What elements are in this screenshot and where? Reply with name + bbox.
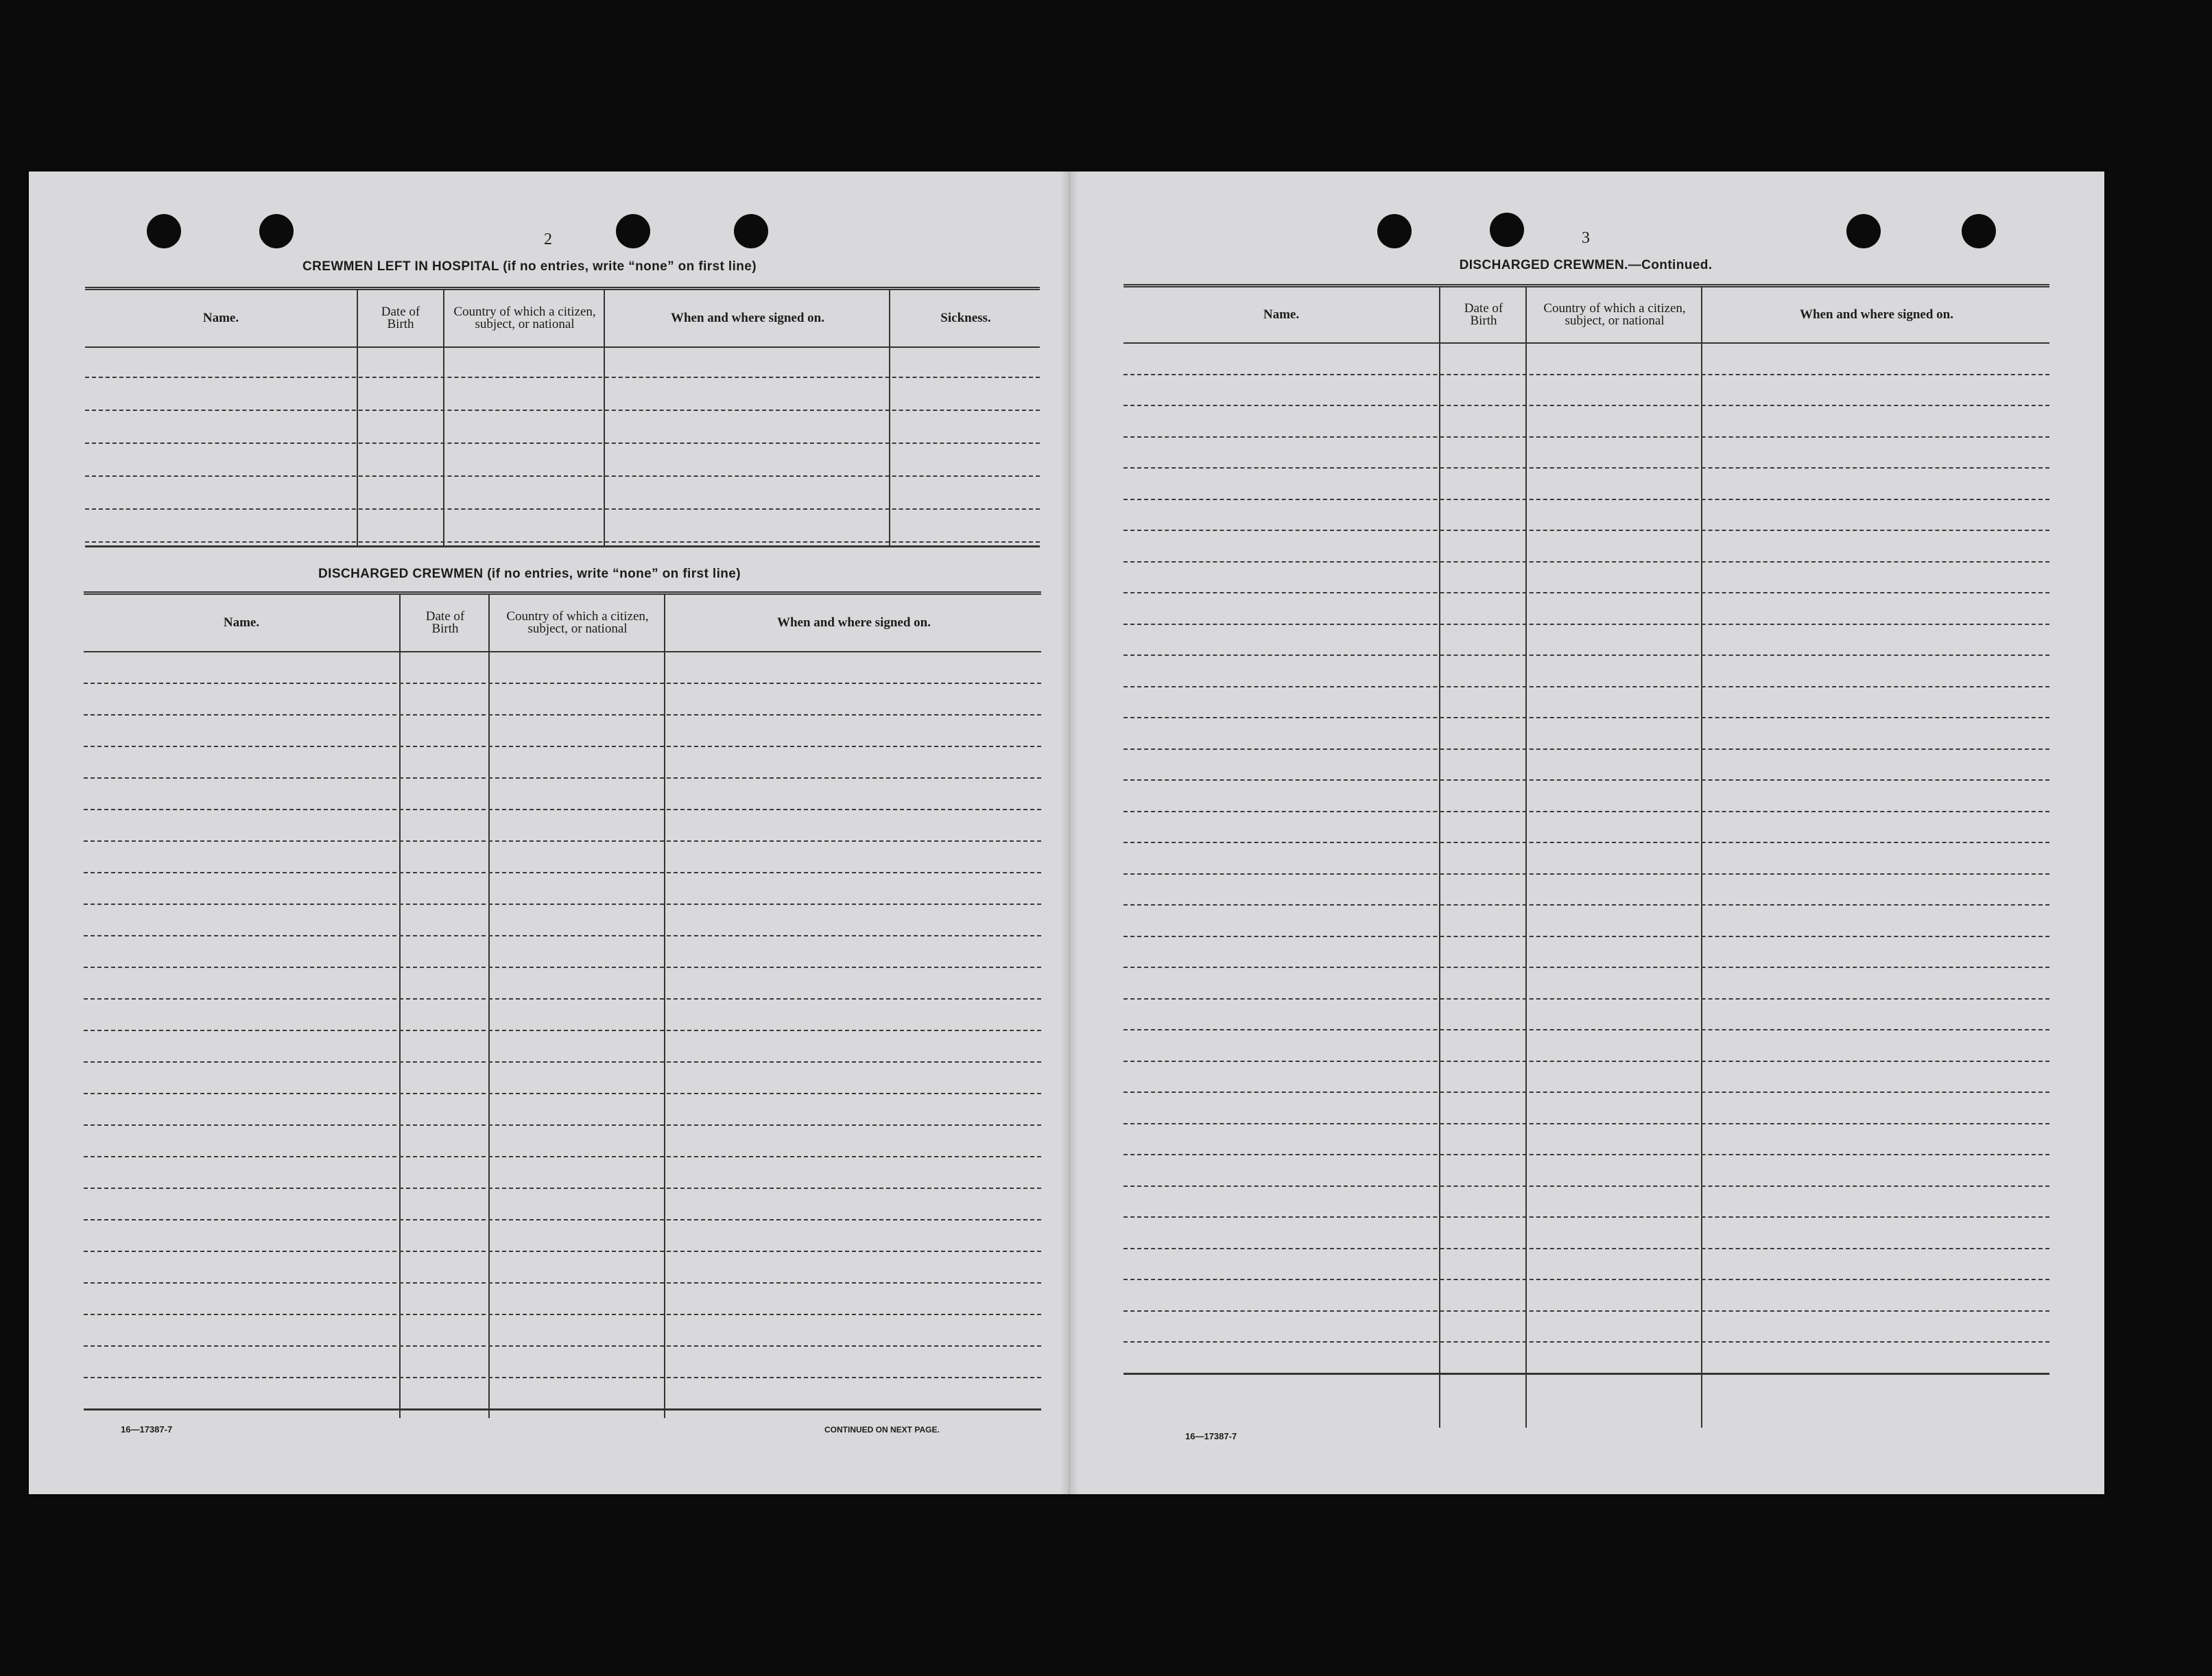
table-row	[1123, 811, 2049, 844]
discharged-section-title: DISCHARGED CREWMEN (if no entries, write “none” on first line)	[318, 567, 741, 581]
left-page	[29, 172, 1051, 1494]
column-header-signed-on: When and where signed on.	[776, 615, 931, 630]
table-row	[84, 872, 1041, 905]
discharged-table	[84, 591, 1041, 1418]
table-row	[84, 904, 1041, 936]
table-row	[84, 1061, 1041, 1094]
column-header-date-of-birth: Date of Birth	[1464, 301, 1503, 328]
table-row	[84, 1030, 1041, 1063]
table-row	[1123, 530, 2049, 563]
column-header-signed-on: When and where signed on.	[1799, 307, 1953, 322]
table-row	[1123, 561, 2049, 594]
hospital-rows	[85, 346, 1040, 546]
table-row	[1123, 1061, 2049, 1094]
table-row	[84, 967, 1041, 1000]
table-row	[1123, 467, 2049, 500]
table-row	[1123, 748, 2049, 781]
column-header-sickness: Sickness.	[940, 311, 991, 325]
table-row	[85, 410, 1040, 444]
table-row	[1123, 686, 2049, 719]
table-row	[1123, 779, 2049, 812]
table-row	[1123, 405, 2049, 438]
table-row	[84, 746, 1041, 779]
table-row	[1123, 904, 2049, 937]
table-row	[1123, 624, 2049, 657]
table-row	[1123, 936, 2049, 969]
table-row	[1123, 998, 2049, 1031]
table-row	[85, 475, 1040, 510]
table-row	[1123, 1216, 2049, 1249]
table-row	[1123, 1248, 2049, 1281]
table-row	[1123, 1185, 2049, 1218]
table-row	[84, 777, 1041, 810]
column-header-signed-on: When and where signed on.	[670, 311, 824, 325]
table-row	[84, 714, 1041, 747]
table-row	[1123, 1341, 2049, 1375]
table-row	[84, 1314, 1041, 1347]
table-row	[1123, 436, 2049, 469]
column-header-name: Name.	[223, 615, 260, 630]
table-row	[84, 1124, 1041, 1157]
column-header-name: Name.	[1263, 307, 1300, 322]
discharged-continued-table	[1123, 284, 2049, 1428]
page-number: 2	[544, 231, 552, 248]
table-row	[85, 508, 1040, 543]
form-code: 16—17387-7	[121, 1424, 173, 1435]
column-header-country: Country of which a citizen, subject, or national	[506, 609, 649, 636]
table-row	[1123, 1154, 2049, 1187]
table-row	[84, 809, 1041, 842]
table-row	[84, 1251, 1041, 1284]
column-header-country: Country of which a citizen, subject, or national	[453, 305, 596, 331]
table-row	[85, 377, 1040, 411]
column-header-date-of-birth: Date of Birth	[381, 305, 420, 331]
document-sheet	[29, 172, 2104, 1494]
table-row	[84, 683, 1041, 716]
table-row	[84, 1156, 1041, 1189]
column-header-name: Name.	[202, 311, 239, 325]
discharged-rows	[84, 651, 1041, 1418]
table-row	[84, 840, 1041, 873]
table-row	[1123, 374, 2049, 407]
table-row	[1123, 1029, 2049, 1062]
table-row	[84, 1377, 1041, 1411]
hospital-section-title: CREWMEN LEFT IN HOSPITAL (if no entries, write “none” on first line)	[302, 259, 757, 274]
table-row	[1123, 1310, 2049, 1343]
table-row	[1123, 342, 2049, 375]
table-row	[1123, 1123, 2049, 1156]
table-row	[1123, 499, 2049, 532]
column-header-country: Country of which a citizen, subject, or national	[1543, 301, 1686, 328]
table-row	[84, 1219, 1041, 1252]
right-page	[1071, 172, 2093, 1494]
table-row	[84, 1345, 1041, 1378]
table-row	[1123, 842, 2049, 875]
table-row	[84, 1282, 1041, 1315]
table-row	[85, 442, 1040, 477]
table-row	[84, 1188, 1041, 1220]
table-row	[1123, 1091, 2049, 1124]
table-row	[1123, 967, 2049, 1000]
table-row	[1123, 873, 2049, 906]
table-row	[84, 651, 1041, 684]
column-header-date-of-birth: Date of Birth	[425, 609, 465, 636]
hospital-table	[85, 287, 1040, 546]
discharged-continued-title: DISCHARGED CREWMEN.—Continued.	[1459, 258, 1713, 272]
table-row	[84, 998, 1041, 1031]
table-row	[1123, 592, 2049, 625]
table-row	[85, 346, 1040, 378]
form-code: 16—17387-7	[1185, 1431, 1237, 1441]
page-number: 3	[1582, 229, 1590, 247]
continued-note: CONTINUED ON NEXT PAGE.	[824, 1425, 940, 1435]
table-row	[85, 541, 1040, 547]
table-row	[84, 935, 1041, 968]
discharged-continued-rows	[1123, 342, 2049, 1428]
table-row	[84, 1093, 1041, 1126]
table-row	[1123, 717, 2049, 750]
table-row	[1123, 654, 2049, 687]
table-row	[1123, 1279, 2049, 1312]
